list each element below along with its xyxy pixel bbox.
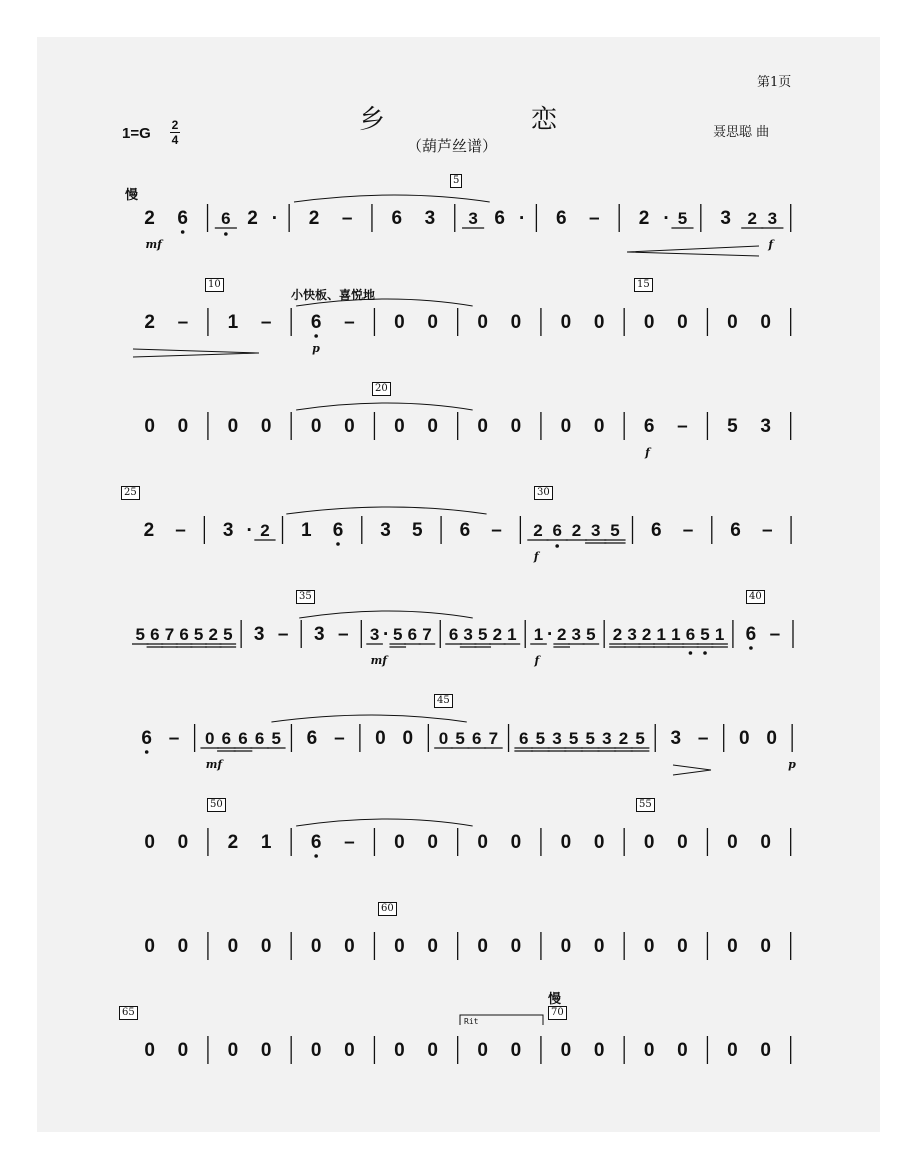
note: 0 bbox=[760, 312, 771, 333]
note: 3 bbox=[468, 209, 478, 228]
note: 5 bbox=[455, 729, 465, 748]
note: 6 bbox=[254, 729, 265, 748]
note: 0 bbox=[144, 1040, 155, 1061]
note: 0 bbox=[260, 416, 272, 437]
note: 0 bbox=[394, 416, 405, 437]
low-octave-dot bbox=[749, 646, 753, 650]
note: 0 bbox=[177, 832, 189, 853]
composer-credit: 聂思聪 曲 bbox=[713, 125, 770, 140]
note: 2 bbox=[227, 832, 239, 853]
note: 0 bbox=[438, 729, 449, 748]
note: 6 bbox=[221, 209, 231, 228]
dot-extension: · bbox=[546, 624, 554, 645]
note: 6 bbox=[310, 312, 322, 333]
low-octave-dot bbox=[145, 750, 149, 754]
measure-number: 55 bbox=[636, 798, 655, 812]
dash-note: – bbox=[761, 520, 773, 541]
note: 6 bbox=[552, 521, 562, 540]
note: 0 bbox=[402, 728, 414, 749]
note: 0 bbox=[560, 832, 572, 853]
decrescendo-hairpin bbox=[133, 349, 259, 357]
note: 0 bbox=[760, 832, 771, 853]
note: 6 bbox=[650, 520, 662, 541]
note: 1 bbox=[301, 520, 312, 541]
measure-number: 15 bbox=[634, 278, 653, 292]
note: 0 bbox=[477, 312, 488, 333]
note: 7 bbox=[488, 729, 499, 748]
measure-number: 50 bbox=[207, 798, 226, 812]
note: 0 bbox=[766, 728, 777, 749]
dash-note: – bbox=[682, 520, 694, 541]
note: 0 bbox=[227, 416, 239, 437]
note: 3 bbox=[720, 208, 731, 229]
note: 3 bbox=[463, 625, 473, 644]
slur bbox=[286, 507, 486, 514]
note: 1 bbox=[507, 625, 517, 644]
note: 0 bbox=[560, 416, 572, 437]
note: 2 bbox=[638, 208, 650, 229]
measure-number: 10 bbox=[205, 278, 224, 292]
dot-extension: · bbox=[663, 208, 670, 229]
slur bbox=[294, 195, 490, 202]
dynamic-marking: mf bbox=[205, 758, 223, 771]
slur bbox=[296, 819, 473, 826]
note: 6 bbox=[518, 729, 529, 748]
slur bbox=[296, 403, 473, 410]
dynamic-marking: f bbox=[534, 654, 540, 667]
time-signature-top: 2 bbox=[171, 118, 179, 132]
note: 6 bbox=[730, 520, 741, 541]
note: 6 bbox=[179, 625, 189, 644]
note: 0 bbox=[394, 936, 405, 957]
measure-number: 35 bbox=[296, 590, 315, 604]
note: 0 bbox=[643, 936, 655, 957]
note: 3 bbox=[767, 209, 778, 228]
note: 5 bbox=[700, 625, 710, 644]
note: 5 bbox=[193, 625, 204, 644]
key-signature: 1=G bbox=[122, 125, 151, 142]
note: 0 bbox=[727, 1040, 738, 1061]
rit-marking: Rit bbox=[464, 1017, 479, 1026]
note: 6 bbox=[238, 729, 248, 748]
note: 3 bbox=[253, 624, 265, 645]
dash-note: – bbox=[277, 624, 289, 645]
dash-note: – bbox=[334, 728, 345, 749]
note: 0 bbox=[677, 1040, 688, 1061]
note: 0 bbox=[394, 1040, 405, 1061]
note: 0 bbox=[477, 1040, 488, 1061]
note: 0 bbox=[643, 1040, 655, 1061]
dash-note: – bbox=[341, 208, 353, 229]
tempo-marking-change: 小快板、喜悦地 bbox=[291, 288, 376, 302]
note: 2 bbox=[747, 209, 758, 228]
low-octave-dot bbox=[181, 230, 185, 234]
note: 5 bbox=[412, 520, 423, 541]
note: 5 bbox=[271, 729, 282, 748]
note: 0 bbox=[738, 728, 750, 749]
dynamic-marking: mf bbox=[370, 654, 387, 667]
dash-note: – bbox=[677, 416, 688, 437]
note: 0 bbox=[427, 832, 438, 853]
notation-canvas bbox=[37, 37, 880, 1132]
note: 0 bbox=[760, 1040, 771, 1061]
dash-note: – bbox=[491, 520, 502, 541]
note: 5 bbox=[610, 521, 620, 540]
measure-number: 40 bbox=[746, 590, 765, 604]
measure-number: 60 bbox=[378, 902, 397, 916]
note: 0 bbox=[310, 416, 322, 437]
note: 0 bbox=[227, 936, 239, 957]
note: 0 bbox=[677, 936, 688, 957]
note: 0 bbox=[593, 416, 605, 437]
slur bbox=[271, 715, 466, 722]
measure-number: 20 bbox=[372, 382, 391, 396]
measure-number: 5 bbox=[450, 174, 462, 188]
dash-note: – bbox=[344, 312, 355, 333]
note: 2 bbox=[618, 729, 629, 748]
low-octave-dot bbox=[689, 651, 693, 655]
note: 2 bbox=[556, 625, 567, 644]
note: 0 bbox=[310, 936, 322, 957]
low-octave-dot bbox=[314, 854, 318, 858]
note: 0 bbox=[260, 1040, 272, 1061]
note: 5 bbox=[393, 625, 403, 644]
dynamic-marking: f bbox=[768, 238, 774, 251]
page-number: 第1页 bbox=[757, 75, 792, 90]
note: 6 bbox=[555, 208, 567, 229]
time-signature-bottom: 4 bbox=[171, 133, 179, 147]
dynamic-marking: mf bbox=[145, 238, 162, 251]
note: 5 bbox=[677, 209, 688, 228]
note: 0 bbox=[144, 936, 155, 957]
note: 0 bbox=[510, 312, 522, 333]
note: 5 bbox=[223, 625, 233, 644]
note: 0 bbox=[643, 832, 655, 853]
rit-bracket bbox=[460, 1015, 543, 1025]
note: 6 bbox=[391, 208, 403, 229]
decrescendo-hairpin bbox=[673, 765, 711, 775]
note: 6 bbox=[448, 625, 459, 644]
note: 6 bbox=[221, 729, 232, 748]
note: 5 bbox=[727, 416, 738, 437]
note: 2 bbox=[533, 521, 543, 540]
note: 0 bbox=[593, 936, 605, 957]
note: 0 bbox=[310, 1040, 322, 1061]
note: 6 bbox=[643, 416, 655, 437]
note: 0 bbox=[477, 832, 488, 853]
note: 0 bbox=[677, 312, 688, 333]
note: 1 bbox=[656, 625, 666, 644]
note: 0 bbox=[677, 832, 688, 853]
score-page bbox=[37, 37, 880, 1132]
note: 5 bbox=[635, 729, 645, 748]
crescendo-hairpin bbox=[627, 246, 759, 256]
note: 0 bbox=[760, 936, 771, 957]
note: 0 bbox=[177, 1040, 189, 1061]
note: 3 bbox=[670, 728, 682, 749]
note: 5 bbox=[535, 729, 546, 748]
dash-note: – bbox=[260, 312, 272, 333]
note: 0 bbox=[727, 936, 738, 957]
note: 0 bbox=[375, 728, 386, 749]
note: 0 bbox=[510, 832, 522, 853]
dash-note: – bbox=[769, 624, 781, 645]
dash-note: – bbox=[697, 728, 709, 749]
note: 6 bbox=[494, 208, 506, 229]
slur bbox=[299, 611, 472, 618]
dot-extension: · bbox=[271, 208, 279, 229]
note: 0 bbox=[510, 1040, 522, 1061]
note: 6 bbox=[150, 625, 160, 644]
dash-note: – bbox=[337, 624, 349, 645]
song-subtitle: （葫芦丝谱） bbox=[407, 137, 498, 155]
note: 0 bbox=[477, 416, 488, 437]
note: 3 bbox=[590, 521, 601, 540]
note: 0 bbox=[727, 312, 738, 333]
note: 0 bbox=[727, 832, 738, 853]
note: 3 bbox=[760, 416, 771, 437]
note: 0 bbox=[344, 936, 355, 957]
note: 2 bbox=[144, 312, 155, 333]
note: 6 bbox=[745, 624, 757, 645]
note: 0 bbox=[560, 312, 572, 333]
note: 2 bbox=[571, 521, 582, 540]
note: 6 bbox=[306, 728, 318, 749]
note: 3 bbox=[313, 624, 325, 645]
dynamic-marking: p bbox=[312, 342, 320, 355]
note: 6 bbox=[407, 625, 418, 644]
note: 0 bbox=[394, 312, 405, 333]
dot-extension: · bbox=[246, 520, 253, 541]
note: 0 bbox=[260, 936, 272, 957]
note: 0 bbox=[427, 416, 438, 437]
tempo-marking-start: 慢 bbox=[125, 187, 139, 202]
note: 5 bbox=[585, 729, 595, 748]
note: 6 bbox=[472, 729, 482, 748]
note: 0 bbox=[205, 729, 215, 748]
low-octave-dot bbox=[555, 544, 559, 548]
title-char-1: 乡 bbox=[359, 105, 386, 135]
note: 7 bbox=[164, 625, 175, 644]
measure-number: 70 bbox=[548, 1006, 567, 1020]
note: 0 bbox=[427, 312, 438, 333]
note: 6 bbox=[141, 728, 152, 749]
note: 2 bbox=[247, 208, 258, 229]
note: 0 bbox=[344, 1040, 355, 1061]
note: 0 bbox=[643, 312, 655, 333]
note: 7 bbox=[422, 625, 432, 644]
note: 3 bbox=[380, 520, 391, 541]
tempo-marking-end: 慢 bbox=[548, 991, 562, 1006]
note: 1 bbox=[227, 312, 239, 333]
note: 2 bbox=[641, 625, 652, 644]
note: 0 bbox=[344, 416, 355, 437]
note: 2 bbox=[612, 625, 623, 644]
note: 0 bbox=[394, 832, 405, 853]
slur bbox=[296, 299, 473, 306]
measure-number: 30 bbox=[534, 486, 553, 500]
note: 5 bbox=[135, 625, 146, 644]
note: 0 bbox=[427, 936, 438, 957]
note: 1 bbox=[714, 625, 725, 644]
note: 0 bbox=[427, 1040, 438, 1061]
note: 1 bbox=[260, 832, 272, 853]
note: 2 bbox=[144, 208, 155, 229]
low-octave-dot bbox=[314, 334, 318, 338]
dash-note: – bbox=[175, 520, 186, 541]
note: 3 bbox=[571, 625, 582, 644]
measure-number: 45 bbox=[434, 694, 453, 708]
note: 3 bbox=[222, 520, 234, 541]
note: 3 bbox=[424, 208, 436, 229]
note: 6 bbox=[459, 520, 471, 541]
note: 6 bbox=[310, 832, 322, 853]
dot-extension: · bbox=[383, 624, 390, 645]
dynamic-marking: f bbox=[533, 550, 539, 563]
measure-number: 25 bbox=[121, 486, 140, 500]
note: 5 bbox=[568, 729, 579, 748]
dynamic-marking: p bbox=[788, 758, 796, 771]
dash-note: – bbox=[177, 312, 189, 333]
note: 0 bbox=[144, 832, 155, 853]
note: 0 bbox=[510, 936, 522, 957]
low-octave-dot bbox=[224, 232, 228, 236]
dash-note: – bbox=[344, 832, 355, 853]
note: 0 bbox=[593, 312, 605, 333]
dynamic-marking: f bbox=[645, 446, 650, 459]
note: 2 bbox=[208, 625, 218, 644]
note: 0 bbox=[560, 936, 572, 957]
note: 2 bbox=[143, 520, 155, 541]
note: 0 bbox=[477, 936, 488, 957]
low-octave-dot bbox=[336, 542, 340, 546]
note: 3 bbox=[602, 729, 612, 748]
note: 2 bbox=[260, 521, 270, 540]
dash-note: – bbox=[589, 208, 600, 229]
note: 6 bbox=[332, 520, 344, 541]
note: 3 bbox=[627, 625, 637, 644]
note: 5 bbox=[586, 625, 596, 644]
note: 3 bbox=[369, 625, 380, 644]
note: 0 bbox=[227, 1040, 239, 1061]
note: 6 bbox=[685, 625, 696, 644]
note: 1 bbox=[671, 625, 681, 644]
note: 3 bbox=[552, 729, 562, 748]
note: 1 bbox=[533, 625, 544, 644]
dash-note: – bbox=[168, 728, 180, 749]
note: 2 bbox=[492, 625, 503, 644]
note: 0 bbox=[177, 936, 189, 957]
note: 0 bbox=[593, 1040, 605, 1061]
note: 0 bbox=[177, 416, 189, 437]
measure-number: 65 bbox=[119, 1006, 138, 1020]
dot-extension: · bbox=[519, 208, 526, 229]
low-octave-dot bbox=[703, 651, 707, 655]
note: 2 bbox=[308, 208, 320, 229]
note: 5 bbox=[478, 625, 488, 644]
note: 6 bbox=[177, 208, 188, 229]
note: 0 bbox=[144, 416, 155, 437]
note: 0 bbox=[510, 416, 522, 437]
note: 0 bbox=[560, 1040, 572, 1061]
note: 0 bbox=[593, 832, 605, 853]
title-char-2: 恋 bbox=[531, 105, 558, 135]
